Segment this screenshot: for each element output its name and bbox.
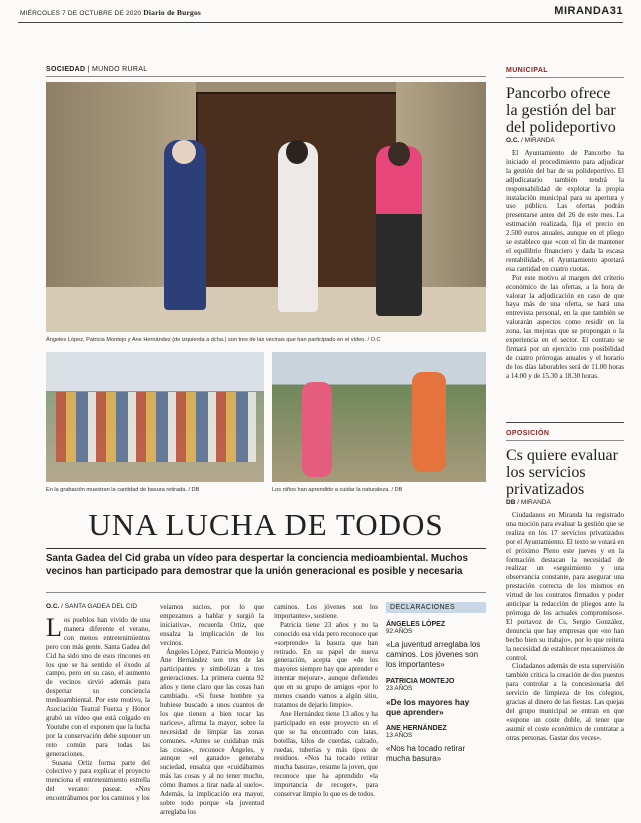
declaration-quote: «La juventud arreglaba los caminos. Los jóvenes son los importantes» <box>386 640 481 669</box>
person-girl <box>376 146 422 316</box>
declaration-age: 13 AÑOS <box>386 732 413 739</box>
person-elder-head <box>172 140 196 164</box>
header-paper-name: Diario de Burgos <box>143 8 202 17</box>
declarations-list <box>386 621 486 764</box>
group-of-people <box>56 392 256 462</box>
dropcap: L <box>46 616 62 642</box>
declaration-quote: «Nos ha tocado retirar mucha basura» <box>386 744 466 763</box>
sidebar1-tag: MUNICIPAL <box>506 67 548 74</box>
headline: UNA LUCHA DE TODOS <box>88 507 444 542</box>
sidebar2-body: Ciudadanos en Miranda ha registrado una moción para evaluar la gestión que se realiza en los 17 servicios privatizados por el Ayuntamiento. El texto se votará en el próximo Pleno este jueves y en la formación destacan la necesidad de realizar un «seguimiento y una observancia constante, para asegurar una prestación correcta de los mismos en virtud de los contratos firmados y poder anticipar la redacción de pliegos ante la prórroga de los actuales compromisos». El portavoz de Cs, Sergio González, denuncia que hay empresas que «no han hecho bien su trabajo», por lo que reitera la necesidad de establecer mecanismos de control. Ciudadanos además de esta supervisión también critica la creación de dos puestos para controlar a la concesionaria del servicio de limpieza de los colegios, gracias al dinero de las fiestas. Las quejas del grupo municipal se entran en que «supone un coste doble, al tener que asumir el coste económico de contratar a otras personas. Gastar dos veces». <box>506 511 624 742</box>
sidebar2-rule <box>506 440 624 441</box>
article-column-1: Los pueblos han vivido de una manera diferente el verano, con menos entretenimientos pero con más gente. Santa Gadea del Cid ha sido uno de esos rincones en los que se ha sentido el éxodo al campo, pero en su caso, el aumento de vecinos sirvió además para despertar su conciencia medioambiental. Por este motivo, la Asociación Teatral Fuerza y Honor grabó un vídeo que está colgado en Youtube con el exponen que la lucha por la conservación debe suponer un reto común para todas las generaciones. Susana Ortiz forma parte del colectivo y para explicar el proyecto menciona el entretenimiento estrella del verano: pasear. «Nos encontrábamos por los caminos y los <box>46 616 150 803</box>
left-photo <box>46 352 264 482</box>
declaration-age: 23 AÑOS <box>386 685 413 692</box>
header-rule <box>18 22 623 23</box>
article-byline: O.C. / SANTA GADEA DEL CID <box>46 603 138 610</box>
sidebar1-body: El Ayuntamiento de Pancorbo ha iniciado el procedimiento para adjudicar la gestión del bar de su polideportivo. El adjudicatario también tendrá la responsabilidad de explotar la propia instalación municipal para su apertura y uso público. Las ofertas podrán presentarse antes del 26 de este mes. La estimación realizada, fija el precio en 2.500 euros anuales, aunque en el pliego se establece que «con el fin de mantener el equilibrio financiero y dada la escasa rentabilidad», el Ayuntamiento aportará esa cantidad en cuatro cuotas. Por este motivo al margen del criterio económico de las ofertas, a la hora de valorar la adjudicación en caso de que haya más de una oferta, se hará una entrevista personal, en la que también se valorarán aspectos como residir en la zona, las mejoras que se propongan o la experiencia en el sector. El contrato se firmará por un ejercicio con posibilidad de cuatro prórrogas anuales y el horario de los días laborables será de 11.00 horas a 14.00 y de 15.30 a 18.30 horas. <box>506 149 624 380</box>
sidebar1-title: Pancorbo ofrece la gestión del bar del polideportivo <box>506 85 616 136</box>
child-orange <box>412 372 446 472</box>
declaration-item <box>386 678 486 717</box>
sidebar2-byline: DB / MIRANDA <box>506 499 551 506</box>
right-photo <box>272 352 486 482</box>
section-label: SOCIEDAD | MUNDO RURAL <box>46 66 148 73</box>
right-caption: Los niños han aprendido a cuidar la naturaleza. / DB <box>272 487 403 493</box>
declaration-item <box>386 621 486 670</box>
declarations-box <box>386 602 486 816</box>
sidebar2-tag: OPOSICIÓN <box>506 430 550 437</box>
person-young-woman <box>278 142 318 312</box>
header-date: MIÉRCOLES 7 DE OCTUBRE DE 2020 Diario de Burgos <box>20 8 202 17</box>
sidebar1-rule <box>506 77 624 78</box>
article-column-3: caminos. Los jóvenes son los importantes», sostiene. Patricia tiene 23 años y no la conocido esa vida pero reconoce que «sorprende» la basura que han retirado. En su papel de nueva generación, acepta que «de los mayores siempre hay que aprender e intentar mejorar», aunque defiendes que en su grupo de amigos «por lo menos cuando vamos a algún sitio, tratamos de dejarlo limpio». Ane Hernández tiene 13 años y ha participado en este proyecto en el que se ha encontrado con latas, botellas, kilos de cuerdas, calzado, ruedas, tuberías y más tipos de residuos. «Nos ha tocado retirar mucha basura», resume la joven, que reconoce que ha aprendido «la importancia de recoger», para conservar limpio lo que es de todos. <box>274 603 378 799</box>
subhead-rule <box>46 592 486 593</box>
header-section-page: MIRANDA31 <box>554 5 623 17</box>
left-caption: En la grabación muestran la cantidad de basura retirada. / DB <box>46 487 200 493</box>
subheadline: Santa Gadea del Cid graba un vídeo para despertar la conciencia medioambiental. Muchos vecinos han participado para demostrar que la unión generacional es posible y necesaria <box>46 553 468 577</box>
declaration-name: PATRICIA MONTEJO <box>386 678 455 685</box>
sidebar2-title: Cs quiere evaluar los servicios privatizados <box>506 447 618 498</box>
main-caption: Ángeles López, Patricia Montejo y Ane Hernández (de izquierda a dcha.) son tres de las vecinas que han participado en el vídeo. / O.C <box>46 337 381 343</box>
headline-rule <box>46 548 486 549</box>
declaration-quote: «De los mayores hay que aprender» <box>386 697 470 717</box>
declaration-name: ÁNGELES LÓPEZ <box>386 621 446 628</box>
sidebar2-top-rule <box>506 422 624 423</box>
child-pink <box>302 382 332 477</box>
main-photo <box>46 82 486 332</box>
declaration-name: ANE HERNÁNDEZ <box>386 725 447 732</box>
declaration-item <box>386 725 486 764</box>
sidebar1-byline: O.C. / MIRANDA <box>506 137 555 144</box>
section-rule <box>46 76 486 77</box>
declarations-title: DECLARACIONES <box>386 602 486 613</box>
person-young-woman-head <box>286 140 308 164</box>
person-elder <box>164 140 206 310</box>
person-girl-head <box>388 142 410 166</box>
declaration-age: 92 AÑOS <box>386 628 413 635</box>
article-column-2: veíamos sucios, por lo que empezamos a hablar y surgió la iniciativa», recuerda Ortiz, que ensalza la implicación de los vecinos. Ángeles López, Patricia Montejo y Ane Hernández son tres de las participantes y simbolizan a tres generaciones. La primera cuenta 92 años y tiene claro que las cosas han cambiado. «Si fuese hombre ya hubiese buscado a unos cuantos de los que tienen a bien tocar las narices», afirma la mayor, sobre la necesidad de limpiar las zonas comunes. «Antes se cuidaban más las cosas», reconoce Ángeles, y aunque «el ganado» generaba suciedad, ensalza que «cuidábamos más las cosas y al no tener mucho, cómo íbamos a tirar nada al suelo». Además, la implicación era mayor, sobre todo porque «la juventud arreglaba los <box>160 603 264 816</box>
